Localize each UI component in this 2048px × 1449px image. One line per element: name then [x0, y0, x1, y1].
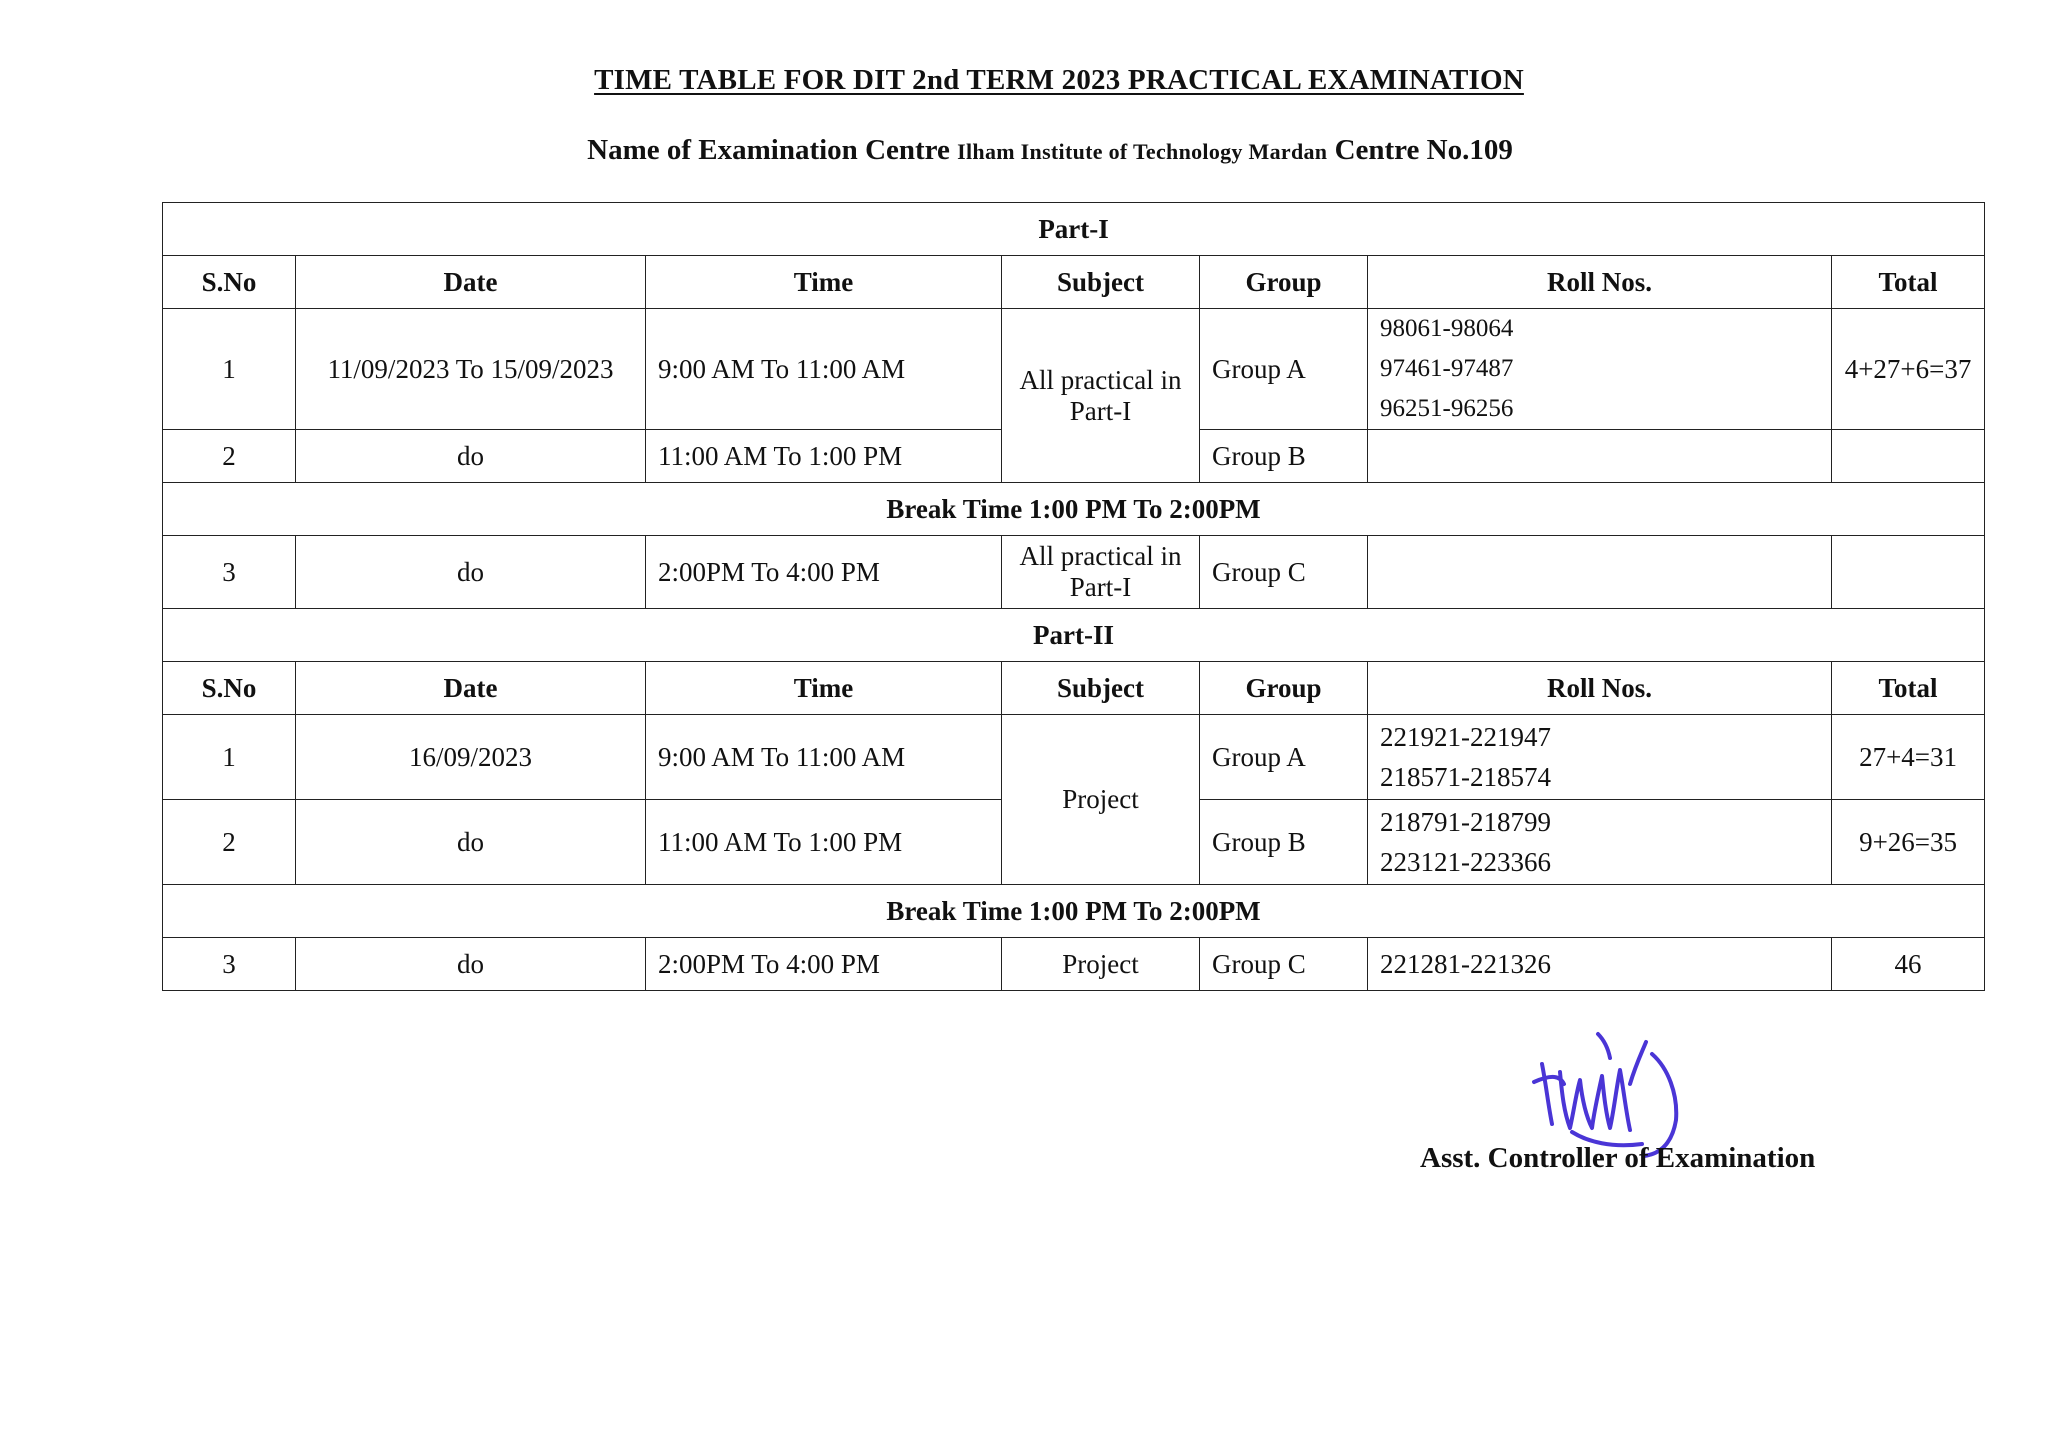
cell-group: Group C — [1200, 536, 1368, 609]
cell-group: Group C — [1200, 938, 1368, 991]
col-total: Total — [1832, 256, 1985, 309]
cell-roll-nos — [1368, 800, 1832, 885]
cell-group: Group A — [1200, 715, 1368, 800]
roll-range: 221921-221947 — [1380, 722, 1551, 752]
cell-total: 27+4=31 — [1832, 715, 1985, 800]
roll-range: 96251-96256 — [1380, 395, 1514, 422]
cell-date: 16/09/2023 — [296, 715, 646, 800]
cell-roll-nos — [1368, 715, 1832, 800]
cell-date: do — [296, 536, 646, 609]
centre-info — [0, 134, 2048, 167]
cell-sno: 1 — [163, 309, 296, 430]
roll-range: 218571-218574 — [1380, 762, 1551, 792]
part1-title: Part-I — [163, 203, 1985, 256]
signoff-title: Asst. Controller of Examination — [1420, 1142, 1816, 1174]
col-time: Time — [646, 256, 1002, 309]
col-subject: Subject — [1002, 256, 1200, 309]
cell-subject: Project — [1002, 715, 1200, 885]
cell-time: 11:00 AM To 1:00 PM — [646, 800, 1002, 885]
signature-strokes — [1534, 1034, 1676, 1156]
cell-total: 4+27+6=37 — [1832, 309, 1985, 430]
cell-date: 11/09/2023 To 15/09/2023 — [296, 309, 646, 430]
cell-date: do — [296, 938, 646, 991]
table-row — [163, 536, 1985, 609]
cell-time: 9:00 AM To 11:00 AM — [646, 309, 1002, 430]
part2-title: Part-II — [163, 609, 1985, 662]
cell-subject: Project — [1002, 938, 1200, 991]
cell-time: 2:00PM To 4:00 PM — [646, 938, 1002, 991]
column-header-row — [163, 256, 1985, 309]
col-roll-nos: Roll Nos. — [1368, 662, 1832, 715]
col-sno: S.No — [163, 662, 296, 715]
col-total: Total — [1832, 662, 1985, 715]
column-header-row — [163, 662, 1985, 715]
timetable — [162, 202, 1985, 991]
col-group: Group — [1200, 256, 1368, 309]
table-row — [163, 715, 1985, 800]
roll-range: 98061-98064 — [1380, 315, 1514, 342]
cell-time: 9:00 AM To 11:00 AM — [646, 715, 1002, 800]
cell-sno: 3 — [163, 536, 296, 609]
centre-label: Name of Examination Centre — [587, 134, 950, 166]
cell-time: 2:00PM To 4:00 PM — [646, 536, 1002, 609]
page-title: TIME TABLE FOR DIT 2nd TERM 2023 PRACTICAL EXAMINATION — [594, 64, 1524, 96]
break-label: Break Time 1:00 PM To 2:00PM — [163, 483, 1985, 536]
cell-roll-nos — [1368, 309, 1832, 430]
cell-date: do — [296, 800, 646, 885]
break-label: Break Time 1:00 PM To 2:00PM — [163, 885, 1985, 938]
centre-institute: Ilham Institute of Technology Mardan — [957, 139, 1328, 164]
cell-date: do — [296, 430, 646, 483]
cell-sno: 3 — [163, 938, 296, 991]
centre-number: Centre No.109 — [1334, 134, 1513, 166]
cell-roll-nos — [1368, 536, 1832, 609]
roll-range: 221281-221326 — [1380, 949, 1551, 979]
break-row — [163, 483, 1985, 536]
cell-total — [1832, 536, 1985, 609]
roll-range: 223121-223366 — [1380, 847, 1551, 877]
col-roll-nos: Roll Nos. — [1368, 256, 1832, 309]
col-date: Date — [296, 256, 646, 309]
cell-total: 9+26=35 — [1832, 800, 1985, 885]
cell-group: Group B — [1200, 430, 1368, 483]
cell-total: 46 — [1832, 938, 1985, 991]
part2-header-row — [163, 609, 1985, 662]
roll-range: 218791-218799 — [1380, 807, 1551, 837]
part1-header-row — [163, 203, 1985, 256]
cell-total — [1832, 430, 1985, 483]
roll-range: 97461-97487 — [1380, 355, 1514, 382]
cell-subject: All practical in Part-I — [1002, 309, 1200, 483]
cell-sno: 2 — [163, 430, 296, 483]
cell-group: Group A — [1200, 309, 1368, 430]
col-sno: S.No — [163, 256, 296, 309]
cell-roll-nos — [1368, 938, 1832, 991]
cell-group: Group B — [1200, 800, 1368, 885]
cell-roll-nos — [1368, 430, 1832, 483]
col-subject: Subject — [1002, 662, 1200, 715]
table-row — [163, 309, 1985, 430]
break-row — [163, 885, 1985, 938]
table-row — [163, 938, 1985, 991]
col-time: Time — [646, 662, 1002, 715]
cell-time: 11:00 AM To 1:00 PM — [646, 430, 1002, 483]
cell-sno: 1 — [163, 715, 296, 800]
col-group: Group — [1200, 662, 1368, 715]
col-date: Date — [296, 662, 646, 715]
cell-subject: All practical in Part-I — [1002, 536, 1200, 609]
cell-sno: 2 — [163, 800, 296, 885]
